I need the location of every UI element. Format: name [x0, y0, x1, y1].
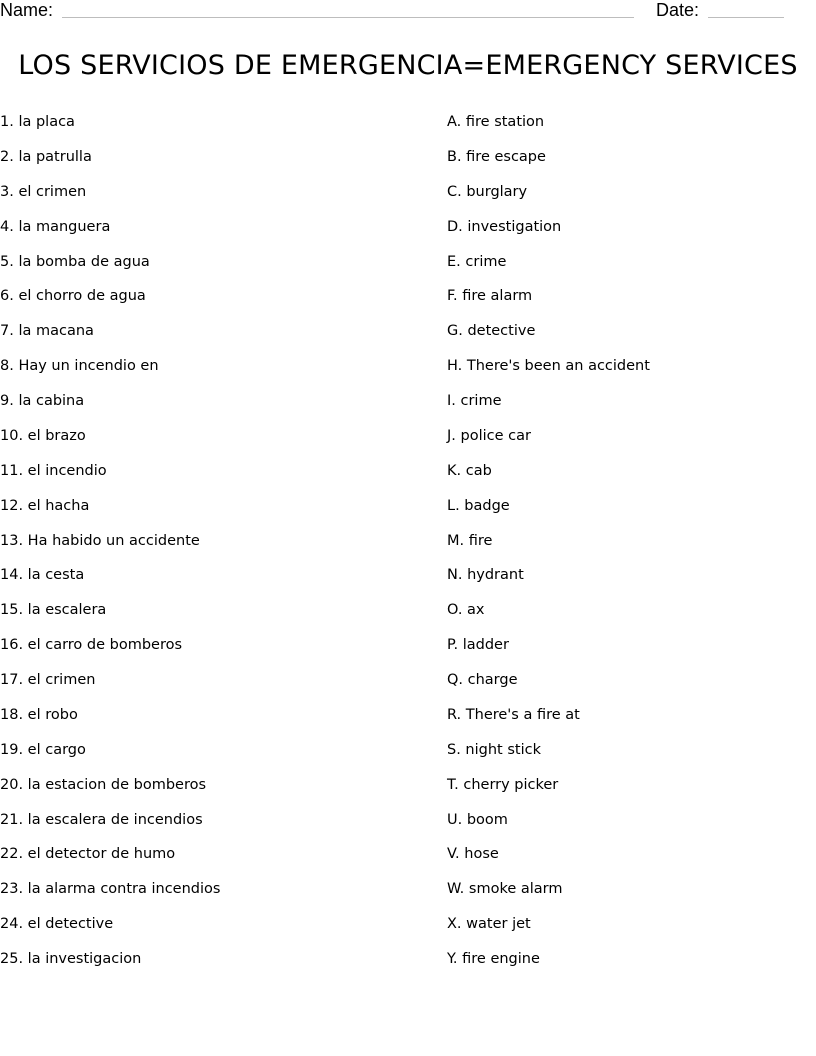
spanish-term-item: 17. el crimen — [0, 672, 96, 688]
spanish-term-item: 1. la placa — [0, 114, 75, 130]
spanish-terms-list — [0, 111, 220, 983]
english-term-item: S. night stick — [447, 741, 541, 758]
english-term-item: E. crime — [447, 253, 507, 270]
spanish-term-item: 23. la alarma contra incendios — [0, 881, 221, 898]
date-blank-line — [708, 17, 784, 18]
english-term-item: X. water jet — [447, 916, 531, 933]
spanish-term-item: 24. el detective — [0, 916, 114, 933]
english-term-item: R. There's a fire at — [447, 706, 580, 723]
spanish-term-item: 7. la macana — [0, 323, 94, 340]
spanish-term-item: 12. el hacha — [0, 497, 90, 514]
spanish-term-item: 3. el crimen — [0, 183, 87, 200]
english-term-item: T. cherry picker — [447, 776, 559, 793]
spanish-term-item: 18. el robo — [0, 706, 78, 723]
spanish-term-item: 11. el incendio — [0, 462, 107, 479]
english-term-item: N. hydrant — [447, 567, 524, 584]
spanish-term-item: 15. la escalera — [0, 602, 107, 619]
spanish-term-item: 2. la patrulla — [0, 148, 92, 165]
english-term-item: H. There's been an accident — [447, 358, 650, 375]
name-blank-line — [62, 17, 634, 18]
spanish-term-item: 22. el detector de humo — [0, 846, 176, 863]
english-term-item: D. investigation — [447, 218, 562, 235]
spanish-term-item: 25. la investigacion — [0, 951, 142, 967]
english-term-item: O. ax — [447, 602, 485, 619]
english-term-item: M. fire — [447, 532, 493, 549]
english-term-item: Y. fire engine — [447, 951, 540, 967]
spanish-term-item: 13. Ha habido un accidente — [0, 532, 200, 549]
spanish-term-item: 6. el chorro de agua — [0, 288, 146, 305]
english-term-item: B. fire escape — [447, 148, 546, 165]
spanish-term-item: 4. la manguera — [0, 218, 111, 235]
english-term-item: L. badge — [447, 497, 510, 514]
name-label: Name: — [0, 0, 54, 20]
english-term-item: W. smoke alarm — [447, 881, 563, 898]
spanish-term-item: 9. la cabina — [0, 393, 85, 409]
english-term-item: G. detective — [447, 323, 536, 340]
worksheet-header — [0, 0, 816, 24]
english-term-item: Q. charge — [447, 672, 518, 688]
spanish-term-item: 20. la estacion de bomberos — [0, 776, 207, 793]
spanish-term-item: 14. la cesta — [0, 567, 85, 584]
spanish-term-item: 8. Hay un incendio en — [0, 358, 159, 375]
english-terms-list — [447, 111, 650, 983]
english-term-item: J. police car — [447, 427, 531, 444]
english-term-item: U. boom — [447, 811, 508, 828]
english-term-item: K. cab — [447, 462, 492, 479]
english-term-item: C. burglary — [447, 183, 528, 200]
english-term-item: F. fire alarm — [447, 288, 533, 305]
page-title: LOS SERVICIOS DE EMERGENCIA=EMERGENCY SERVICES — [18, 50, 798, 81]
english-term-item: A. fire station — [447, 114, 545, 130]
english-term-item: I. crime — [447, 393, 502, 409]
spanish-term-item: 21. la escalera de incendios — [0, 811, 203, 828]
spanish-term-item: 16. el carro de bomberos — [0, 637, 183, 654]
english-term-item: V. hose — [447, 846, 499, 863]
date-label: Date: — [656, 0, 700, 20]
spanish-term-item: 19. el cargo — [0, 741, 86, 758]
spanish-term-item: 5. la bomba de agua — [0, 253, 150, 270]
english-term-item: P. ladder — [447, 637, 509, 654]
spanish-term-item: 10. el brazo — [0, 427, 86, 444]
